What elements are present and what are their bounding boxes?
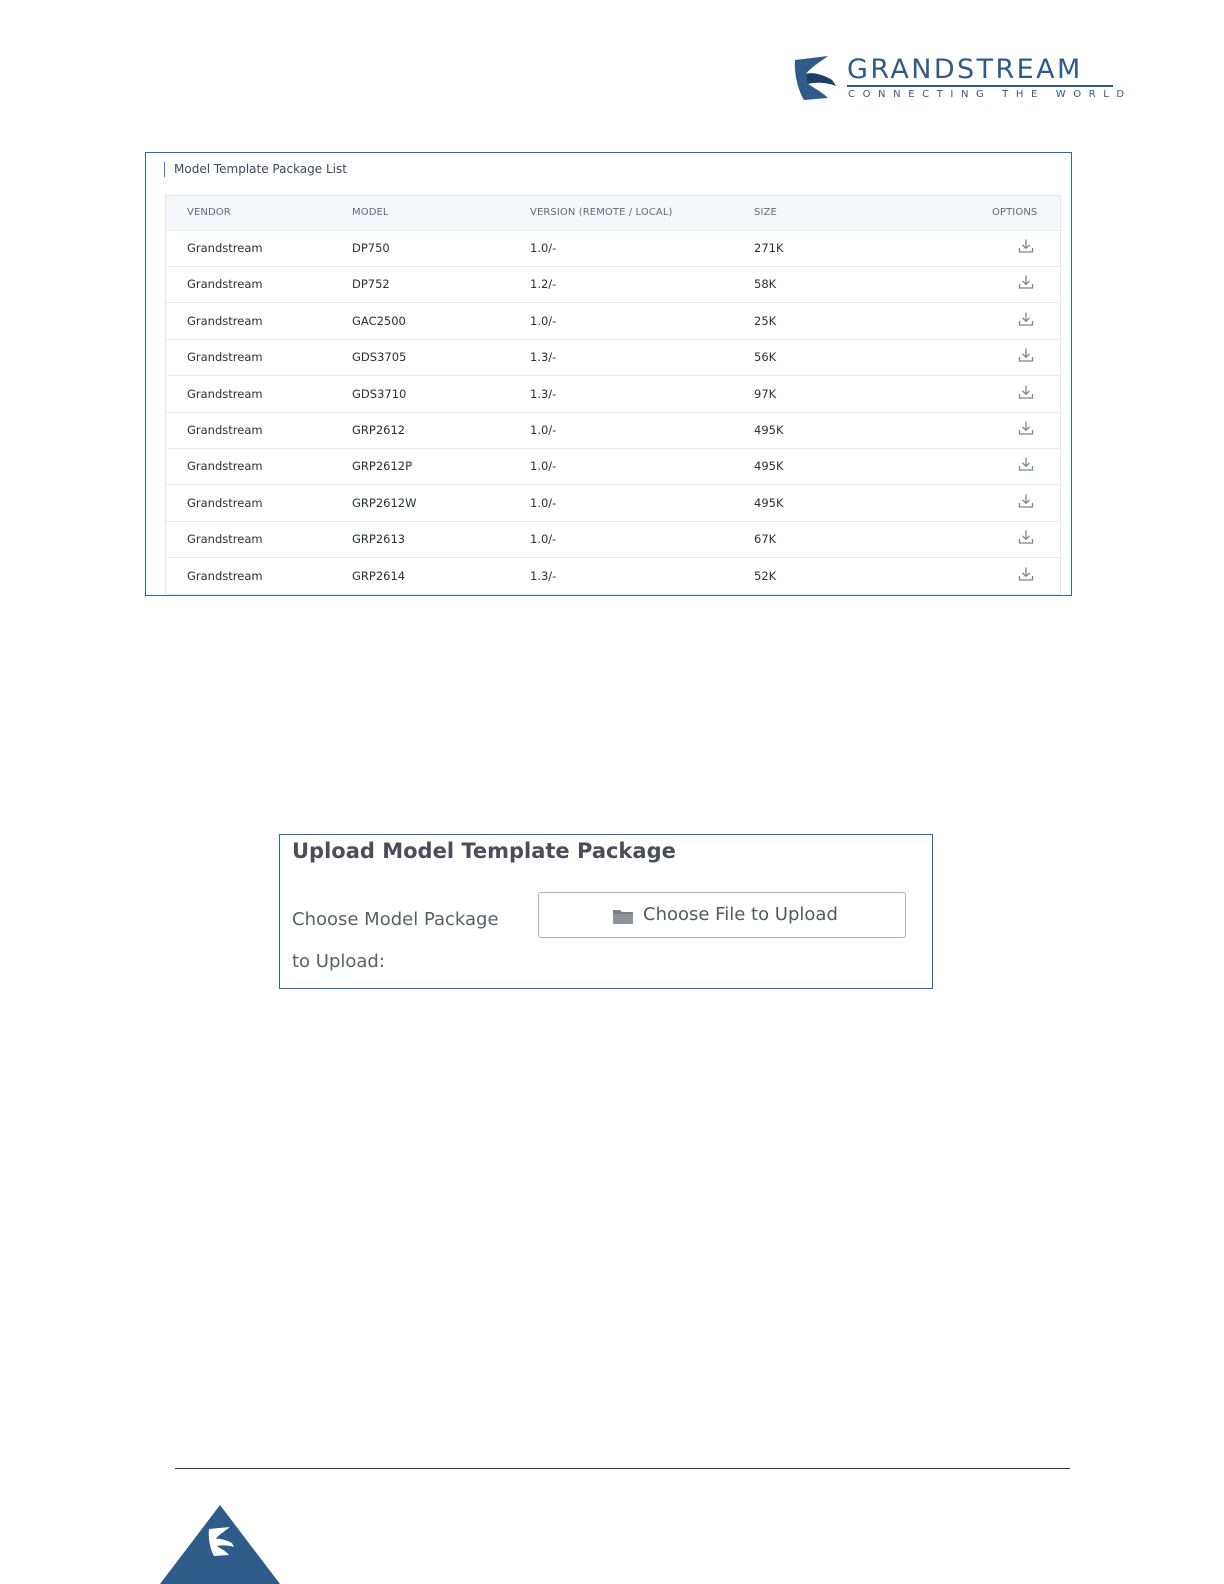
cell-vendor: Grandstream: [187, 386, 263, 401]
brand-name: GRANDSTREAM: [847, 54, 1083, 85]
download-icon[interactable]: [1018, 529, 1034, 545]
cell-size: 25K: [754, 313, 777, 328]
cell-model: GAC2500: [352, 313, 406, 328]
model-template-package-list-panel: [145, 152, 1072, 596]
cell-model: DP752: [352, 277, 390, 292]
cell-vendor: Grandstream: [187, 532, 263, 547]
folder-icon: [612, 907, 634, 925]
download-icon[interactable]: [1018, 420, 1034, 436]
template-table: [165, 195, 1061, 595]
download-icon[interactable]: [1018, 493, 1034, 509]
download-icon[interactable]: [1018, 456, 1034, 472]
footer-logo-badge: [160, 1505, 280, 1584]
table-row: [166, 521, 1060, 558]
column-header-options: OPTIONS: [992, 207, 1038, 218]
cell-version: 1.0/-: [530, 423, 557, 437]
column-header-model[interactable]: MODEL: [352, 207, 389, 218]
download-icon[interactable]: [1018, 311, 1034, 327]
cell-version: 1.3/-: [530, 568, 557, 583]
download-icon[interactable]: [1018, 274, 1034, 290]
cell-version: 1.3/-: [530, 386, 557, 401]
cell-size: 271K: [754, 241, 784, 255]
cell-model: GRP2612: [352, 423, 406, 437]
cell-version: 1.0/-: [530, 495, 557, 510]
cell-size: 52K: [754, 568, 777, 583]
table-row: [166, 485, 1060, 522]
cell-size: 67K: [754, 532, 777, 547]
table-header: [166, 196, 1060, 231]
cell-model: GRP2614: [352, 568, 406, 583]
grandstream-logo: [792, 54, 1132, 104]
cell-version: 1.3/-: [530, 350, 557, 365]
cell-version: 1.0/-: [530, 459, 557, 474]
table-row: [166, 266, 1060, 303]
cell-vendor: Grandstream: [187, 313, 263, 328]
download-icon[interactable]: [1018, 566, 1034, 582]
column-header-vendor[interactable]: VENDOR: [187, 207, 231, 218]
grandstream-logo-icon: [792, 54, 838, 102]
cell-size: 495K: [754, 459, 784, 474]
panel-title: Model Template Package List: [164, 162, 347, 177]
cell-vendor: Grandstream: [187, 350, 263, 365]
cell-vendor: Grandstream: [187, 495, 263, 510]
upload-field-label: Choose Model Package to Upload:: [292, 909, 499, 972]
cell-version: 1.2/-: [530, 277, 557, 292]
cell-vendor: Grandstream: [187, 459, 263, 474]
cell-size: 97K: [754, 386, 777, 401]
footer-divider: [175, 1468, 1070, 1469]
cell-model: DP750: [352, 241, 390, 255]
table-row: [166, 412, 1060, 449]
column-header-version[interactable]: VERSION (REMOTE / LOCAL): [530, 207, 673, 218]
table-row: [166, 230, 1060, 267]
cell-model: GDS3710: [352, 386, 407, 401]
table-row: [166, 303, 1060, 340]
cell-vendor: Grandstream: [187, 423, 263, 437]
cell-version: 1.0/-: [530, 313, 557, 328]
download-icon[interactable]: [1018, 238, 1034, 254]
download-icon[interactable]: [1018, 347, 1034, 363]
table-row: [166, 558, 1060, 595]
brand-tagline: CONNECTING THE WORLD: [848, 89, 1132, 100]
cell-vendor: Grandstream: [187, 277, 263, 292]
column-header-size[interactable]: SIZE: [754, 207, 777, 218]
cell-size: 58K: [754, 277, 777, 292]
upload-model-template-package-panel: [279, 834, 933, 989]
cell-vendor: Grandstream: [187, 568, 263, 583]
upload-panel-title: Upload Model Template Package: [292, 839, 676, 863]
cell-size: 495K: [754, 495, 784, 510]
cell-model: GRP2612W: [352, 495, 417, 510]
download-icon[interactable]: [1018, 384, 1034, 400]
table-row: [166, 339, 1060, 376]
cell-version: 1.0/-: [530, 532, 557, 547]
cell-model: GRP2612P: [352, 459, 413, 474]
brand-divider: [847, 85, 1113, 87]
choose-file-button[interactable]: [538, 892, 906, 938]
cell-model: GDS3705: [352, 350, 407, 365]
cell-version: 1.0/-: [530, 241, 557, 255]
table-row: [166, 376, 1060, 413]
cell-vendor: Grandstream: [187, 241, 263, 255]
choose-file-button-label: Choose File to Upload: [643, 904, 838, 925]
cell-size: 56K: [754, 350, 777, 365]
cell-size: 495K: [754, 423, 784, 437]
cell-model: GRP2613: [352, 532, 406, 547]
table-row: [166, 448, 1060, 485]
